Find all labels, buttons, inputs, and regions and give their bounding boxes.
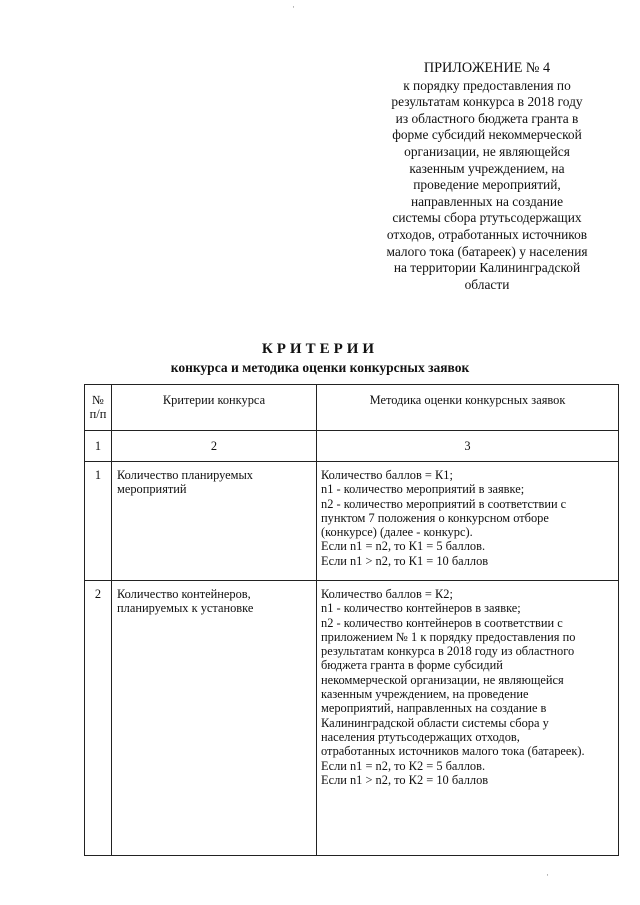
method-line: n2 - количество контейнеров в соответствии с	[321, 615, 563, 630]
row-number: 2	[85, 581, 112, 856]
method-line: Количество баллов = К2;	[321, 587, 453, 601]
appendix-heading: ПРИЛОЖЕНИЕ № 4	[423, 60, 551, 76]
header-method: Методика оценки конкурсных заявок	[317, 385, 619, 431]
row-criteria	[112, 462, 317, 581]
appendix-line: отходов, отработанных источников	[386, 226, 588, 242]
appendix-line: из областного бюджета гранта в	[395, 110, 579, 126]
method-line: отработанных источников малого тока (батареек).	[321, 744, 585, 759]
method-line: Количество баллов = К1;	[321, 468, 453, 482]
method-line: некоммерческой организации, не являющейся	[321, 672, 564, 687]
method-line: Если n1 > n2, то К1 = 10 баллов	[321, 553, 489, 568]
method-line: приложением № 1 к порядку предоставления по	[321, 629, 576, 644]
column-number: 3	[317, 431, 619, 462]
table-row	[85, 581, 619, 856]
method-line: результатам конкурса в 2018 году из областного	[321, 644, 575, 659]
method-line: Если n1 > n2, то К2 = 10 баллов	[321, 772, 489, 787]
appendix-line: форме субсидий некоммерческой	[392, 127, 582, 143]
method-line: казенным учреждением, на проведение	[321, 687, 529, 702]
appendix-line: результатам конкурса в 2018 году	[391, 94, 583, 110]
criteria-line: Количество планируемых	[117, 468, 254, 482]
appendix-line: к порядку предоставления по	[403, 77, 571, 93]
scan-speck: ·	[292, 2, 295, 12]
criteria-table	[84, 384, 619, 856]
method-line: населения ртутьсодержащих отходов,	[321, 729, 520, 744]
method-line: мероприятий, направленных на создание в	[321, 701, 547, 716]
header-num-line: п/п	[89, 407, 107, 422]
criteria-line: Количество контейнеров,	[117, 587, 251, 601]
method-line: бюджета гранта в форме субсидий	[321, 658, 503, 673]
criteria-subheading: конкурса и методика оценки конкурсных заявок	[170, 360, 470, 375]
appendix-block	[362, 60, 612, 293]
header-criteria: Критерии конкурса	[112, 385, 317, 431]
table-row	[85, 462, 619, 581]
appendix-line: системы сбора ртутьсодержащих	[392, 210, 582, 226]
column-number-row	[85, 431, 619, 462]
table-header-row	[85, 385, 619, 431]
criteria-line: мероприятий	[117, 482, 187, 497]
method-line: (конкурсе) (далее - конкурс).	[321, 525, 473, 540]
method-line: Если n1 = n2, то К1 = 5 баллов.	[321, 539, 486, 554]
row-method	[317, 581, 619, 856]
row-number: 1	[85, 462, 112, 581]
method-line: Если n1 = n2, то К2 = 5 баллов.	[321, 758, 486, 773]
row-criteria	[112, 581, 317, 856]
criteria-heading: КРИТЕРИИ	[261, 341, 379, 357]
criteria-line: планируемых к установке	[117, 601, 254, 616]
appendix-line: на территории Калининградской	[393, 260, 581, 276]
column-number: 1	[85, 431, 112, 462]
appendix-line: проведение мероприятий,	[413, 177, 561, 193]
method-line: пунктом 7 положения о конкурсном отборе	[321, 510, 549, 525]
column-number: 2	[112, 431, 317, 462]
appendix-line: организации, не являющейся	[404, 143, 570, 159]
scan-speck: ·	[546, 870, 549, 880]
method-line: n1 - количество мероприятий в заявке;	[321, 482, 525, 497]
header-num	[85, 385, 112, 431]
appendix-line: области	[464, 276, 510, 292]
header-num-line: №	[92, 393, 104, 407]
appendix-line: малого тока (батареек) у населения	[386, 243, 588, 259]
method-line: n1 - количество контейнеров в заявке;	[321, 601, 521, 616]
appendix-line: направленных на создание	[410, 193, 564, 209]
method-line: n2 - количество мероприятий в соответствии с	[321, 496, 567, 511]
appendix-line: казенным учреждением, на	[409, 160, 565, 176]
method-line: Калининградской области системы сбора у	[321, 715, 549, 730]
row-method	[317, 462, 619, 581]
criteria-title	[0, 340, 640, 377]
